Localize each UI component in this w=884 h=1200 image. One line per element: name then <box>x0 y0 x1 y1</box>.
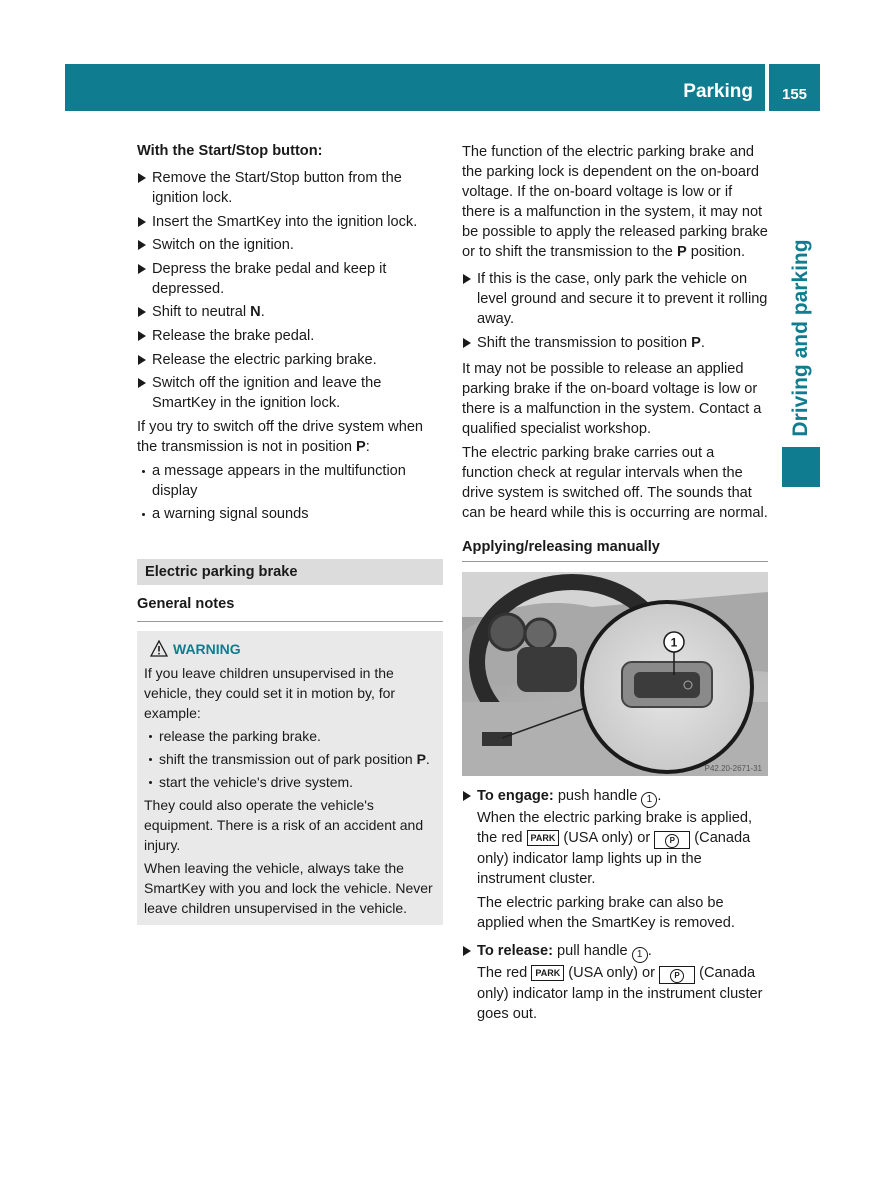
header-bar <box>65 64 765 111</box>
startstop-steps <box>137 168 443 413</box>
if-try-text: If you try to switch off the drive system when the transmission is not in position P: <box>137 418 424 455</box>
results-list <box>137 461 443 525</box>
warning-intro: If you leave children unsupervised in the vehicle, they could set it in motion by, for example: <box>144 665 396 722</box>
warning-title: WARNING <box>144 639 436 659</box>
engage-extra: The electric parking brake can also be applied when the SmartKey is removed. <box>477 894 735 931</box>
list-item: a warning signal sounds <box>137 504 443 524</box>
left-column <box>137 141 443 925</box>
page-number: 155 <box>781 86 808 103</box>
section-heading: Electric parking brake <box>137 559 443 585</box>
general-notes-heading: General notes <box>137 585 443 622</box>
warning-list <box>144 726 436 792</box>
callout-1-icon: 1 <box>641 792 657 808</box>
list-item: shift the transmission out of park position P. <box>144 749 436 769</box>
list-item: Remove the Start/Stop button from the ignition lock. <box>137 168 443 208</box>
voltage-steps <box>462 269 768 353</box>
p-lamp-icon: P <box>659 966 695 984</box>
warning-box <box>137 631 443 925</box>
neutral-letter: N <box>250 304 261 321</box>
list-item: Depress the brake pedal and keep it depressed. <box>137 259 443 299</box>
callout-1-icon: 1 <box>632 947 648 963</box>
page-number-box <box>769 64 820 111</box>
warning-icon <box>150 640 168 657</box>
side-tab-label: Driving and parking <box>789 239 812 437</box>
startstop-heading: With the Start/Stop button: <box>137 143 323 159</box>
list-item: release the parking brake. <box>144 726 436 746</box>
list-item: Insert the SmartKey into the ignition lock. <box>137 212 443 232</box>
list-item: Release the brake pedal. <box>137 326 443 346</box>
release-note: It may not be possible to release an applied parking brake if the on-board voltage is low or there is a malfunction in the system. Contact a qualified specialist workshop. <box>462 360 762 437</box>
park-lamp-icon: PARK <box>531 965 564 981</box>
list-item: Switch on the ignition. <box>137 235 443 255</box>
right-column <box>462 142 768 1027</box>
list-item: Release the electric parking brake. <box>137 350 443 370</box>
warning-risk: They could also operate the vehicle's equipment. There is a risk of an accident and injury. <box>144 797 424 854</box>
photo-callout: 1 <box>670 635 678 650</box>
side-tab-marker <box>782 447 820 487</box>
manual-steps <box>462 786 768 1024</box>
list-item: Switch off the ignition and leave the SmartKey in the ignition lock. <box>137 373 443 413</box>
check-note: The electric parking brake carries out a function check at regular intervals when the drive system is switched off. The sounds that can be heard while this is occurring are normal. <box>462 444 768 521</box>
warning-advice: When leaving the vehicle, always take the SmartKey with you and lock the vehicle. Never leave children unsupervised in the vehicle. <box>144 860 433 917</box>
p-lamp-icon: P <box>654 831 690 849</box>
parking-brake-photo <box>462 572 768 776</box>
section-title: Parking <box>683 81 753 102</box>
list-item: Shift the transmission to position P. <box>462 333 768 353</box>
list-item: Shift to neutral N. <box>137 302 443 322</box>
release-step: To release: pull handle 1 . The red PARK (USA only) or P (Canada only) indicator lamp in the instrument cluster goes out. <box>462 941 768 1024</box>
photo-code: P42.20-2671-31 <box>704 763 762 773</box>
list-item: a message appears in the multifunction display <box>137 461 443 501</box>
list-item: If this is the case, only park the vehicle on level ground and secure it to prevent it rolling away. <box>462 269 768 329</box>
voltage-intro: The function of the electric parking brake and the parking lock is dependent on the on-board voltage. If the on-board voltage is low or if there is a malfunction in the system, it may not be possible to apply the released parking brake or to shift the transmission to the P position. <box>462 144 768 260</box>
engage-step: To engage: push handle 1 . When the electric parking brake is applied, the red PARK (USA only) or P (Canada only) indicator lamp lights up in the instrument cluster. The electric parking brake can also be applied when the SmartKey is removed. <box>462 786 768 933</box>
list-item: start the vehicle's drive system. <box>144 772 436 792</box>
park-lamp-icon: PARK <box>527 830 560 846</box>
manual-heading: Applying/releasing manually <box>462 537 768 562</box>
